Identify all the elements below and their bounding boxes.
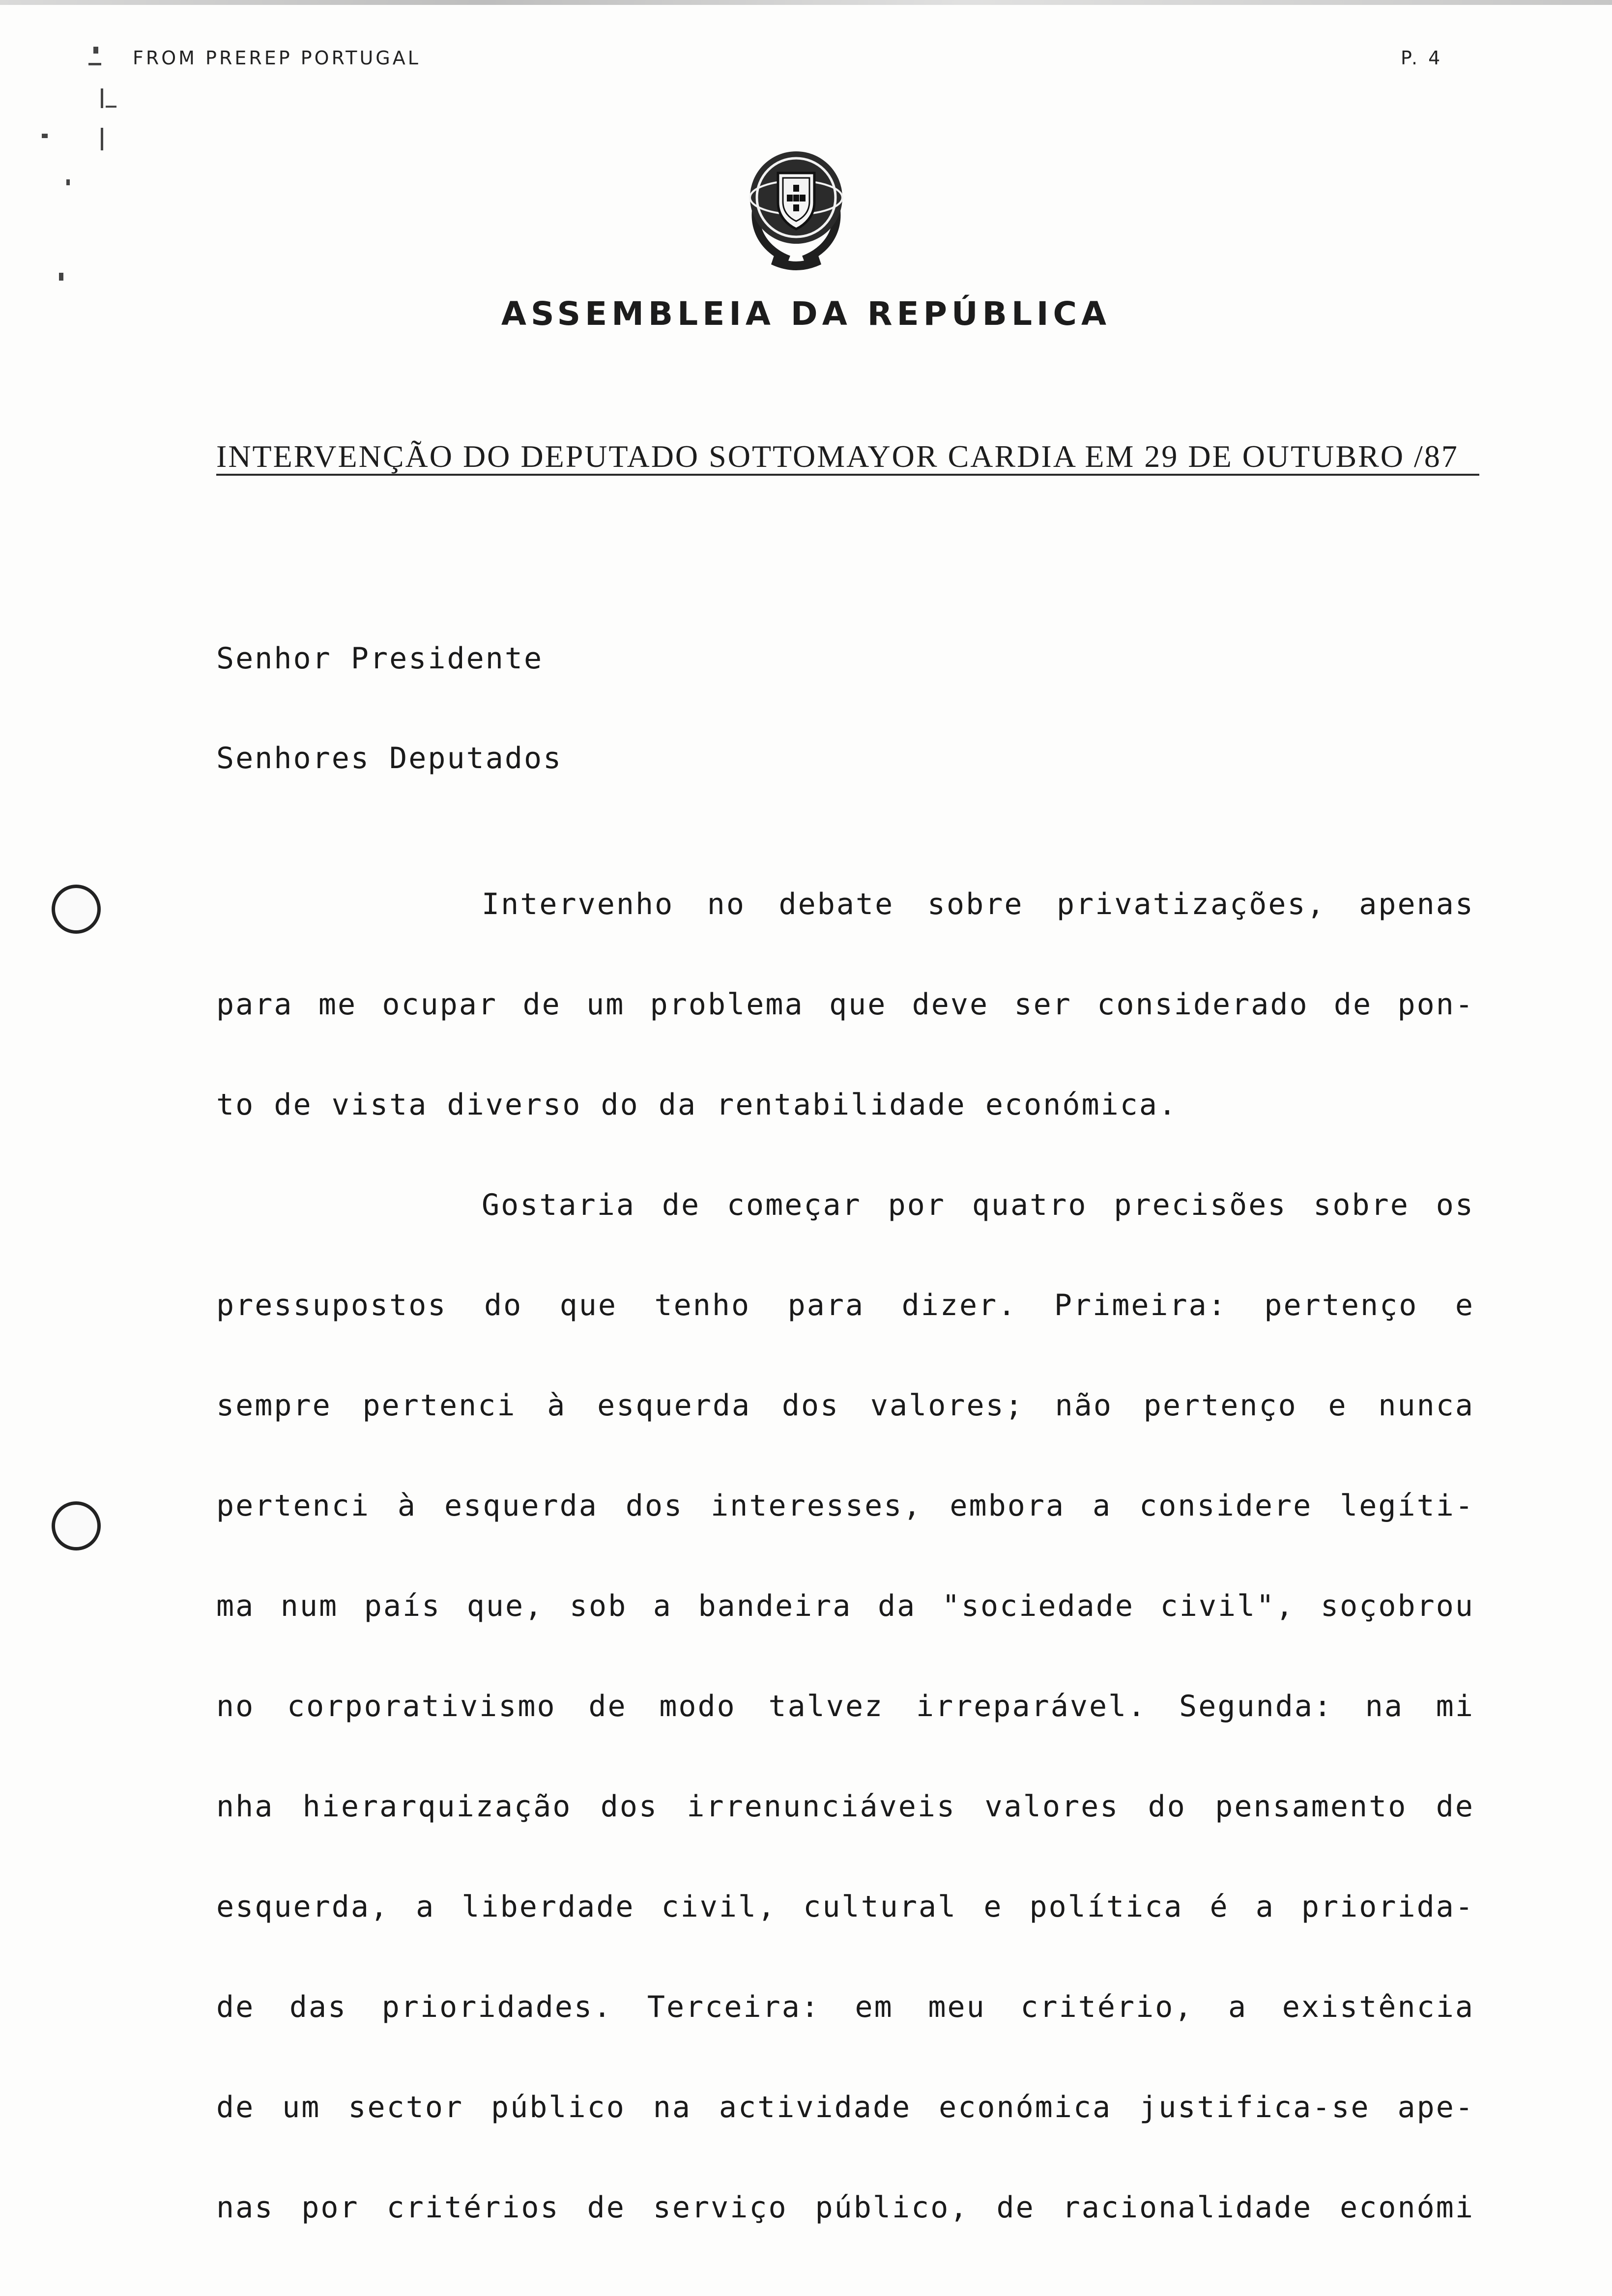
punch-hole xyxy=(52,1501,101,1550)
margin-mark xyxy=(59,273,63,281)
body-line: Gostaria de começar por quatro precisões sobre os xyxy=(482,1188,1474,1222)
fax-sender: FROM PREREP PORTUGAL xyxy=(133,47,421,69)
body-line: no corporativismo de modo talvez irreparável. Segunda: na mi xyxy=(216,1689,1474,1723)
body-line: sempre pertenci à esquerda dos valores; não pertenço e nunca xyxy=(216,1388,1474,1423)
salutation: Senhor Presidente xyxy=(216,641,544,676)
speech-title: INTERVENÇÃO DO DEPUTADO SOTTOMAYOR CARDIA EM 29 DE OUTUBRO /87 xyxy=(216,440,1479,476)
body-line: pressupostos do que tenho para dizer. Primeira: pertenço e xyxy=(216,1288,1474,1322)
salutation: Senhores Deputados xyxy=(216,741,563,775)
fax-page-number: P. 4 xyxy=(1401,47,1443,69)
body-line: nas por critérios de serviço público, de racionalidade económi xyxy=(216,2190,1474,2225)
margin-mark xyxy=(106,106,116,108)
body-line: para me ocupar de um problema que deve ser considerado de pon- xyxy=(216,987,1474,1022)
body-line: to de vista diverso do da rentabilidade económica. xyxy=(216,1088,1178,1122)
body-line: esquerda, a liberdade civil, cultural e política é a priorida- xyxy=(216,1890,1474,1924)
coat-of-arms-emblem xyxy=(740,143,853,270)
body-line: de um sector público na actividade económica justifica-se ape- xyxy=(216,2090,1474,2124)
margin-mark xyxy=(42,134,48,138)
body-line: Intervenho no debate sobre privatizações, apenas xyxy=(482,887,1474,921)
margin-mark xyxy=(66,179,70,185)
punch-hole xyxy=(52,885,101,934)
body-line: pertenci à esquerda dos interesses, embora a considere legíti- xyxy=(216,1489,1474,1523)
margin-mark xyxy=(88,63,101,65)
margin-mark xyxy=(93,47,98,54)
institution-name: ASSEMBLEIA DA REPÚBLICA xyxy=(501,295,1111,333)
margin-mark xyxy=(101,128,103,150)
body-line: ma num país que, sob a bandeira da "sociedade civil", soçobrou xyxy=(216,1589,1474,1623)
body-line: nha hierarquização dos irrenunciáveis valores do pensamento de xyxy=(216,1789,1474,1824)
speech-body xyxy=(216,889,1474,2292)
body-line: de das prioridades. Terceira: em meu critério, a existência xyxy=(216,1990,1474,2024)
fax-transmission-line xyxy=(0,0,1612,5)
margin-mark xyxy=(101,88,103,108)
